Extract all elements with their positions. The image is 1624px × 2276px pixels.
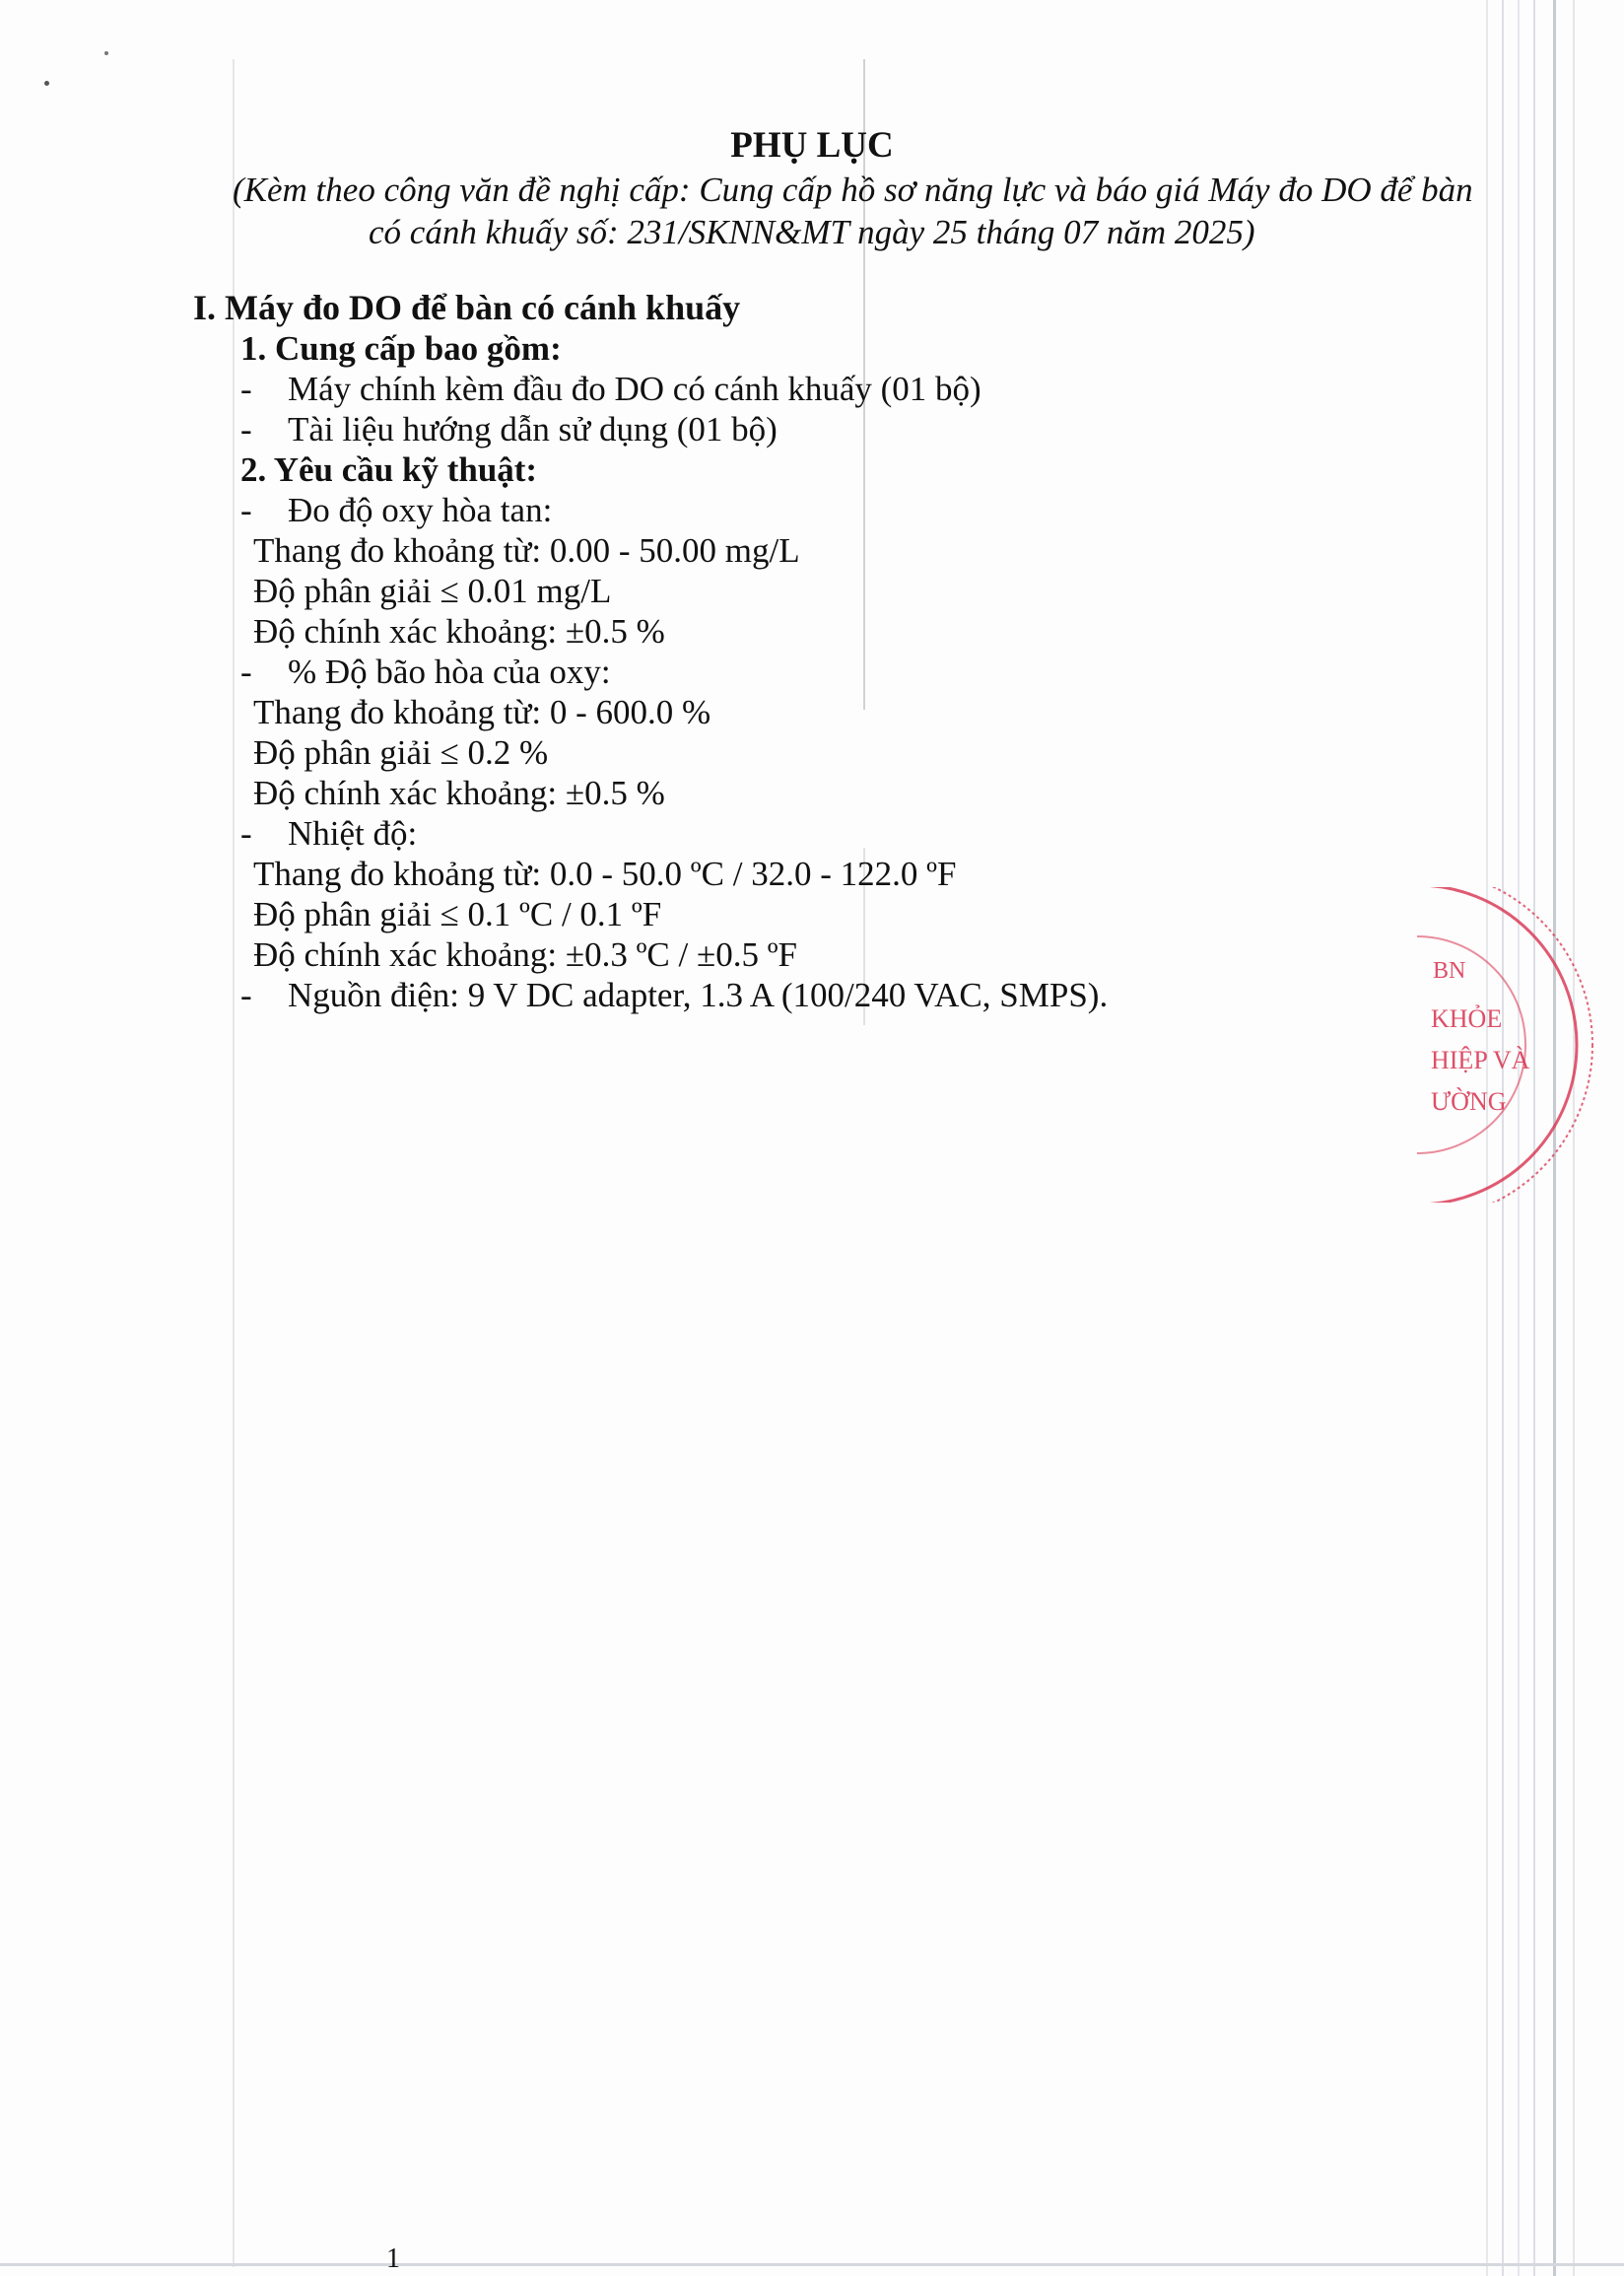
spec-line: Độ phân giải ≤ 0.1 ºC / 0.1 ºF <box>253 895 662 933</box>
scan-speck-2 <box>104 51 108 55</box>
spec-group-label: Nguồn điện: 9 V DC adapter, 1.3 A (100/240 VAC, SMPS). <box>288 976 1109 1014</box>
subtitle-line-2: có cánh khuấy số: 231/SKNN&MT ngày 25 tháng 07 năm 2025) <box>369 213 1255 251</box>
spec-group-label: Nhiệt độ: <box>288 814 418 853</box>
scan-speck-1 <box>44 81 49 86</box>
scan-line-left <box>233 59 235 2267</box>
subsection-1-heading: 1. Cung cấp bao gồm: <box>240 329 562 368</box>
spec-line: Thang đo khoảng từ: 0 - 600.0 % <box>253 693 711 731</box>
spec-line: Thang đo khoảng từ: 0.00 - 50.00 mg/L <box>253 531 800 570</box>
scan-line-bottom <box>0 2263 1624 2266</box>
spec-group-dash: - <box>240 814 252 853</box>
seal-text-4: ƯỜNG <box>1431 1087 1507 1116</box>
subtitle-line-1: (Kèm theo công văn đề nghị cấp: Cung cấp hồ sơ năng lực và báo giá Máy đo DO để bàn <box>233 171 1473 209</box>
page-title: PHỤ LỤC <box>730 125 894 166</box>
list-item-dash: - <box>240 410 252 448</box>
seal-rings <box>1417 887 1592 1203</box>
seal-text-2: KHỎE <box>1431 1004 1503 1033</box>
spec-group-label: % Độ bão hòa của oxy: <box>288 653 611 691</box>
list-item: Máy chính kèm đầu đo DO có cánh khuấy (01 bộ) <box>288 370 981 408</box>
red-seal-stamp <box>1417 887 1614 1203</box>
spec-line: Độ chính xác khoảng: ±0.5 % <box>253 774 665 812</box>
page-number: 1 <box>386 2243 400 2274</box>
spec-line: Độ phân giải ≤ 0.01 mg/L <box>253 572 612 610</box>
spec-line: Độ chính xác khoảng: ±0.5 % <box>253 612 665 651</box>
list-item-dash: - <box>240 370 252 408</box>
list-item: Tài liệu hướng dẫn sử dụng (01 bộ) <box>288 410 778 448</box>
seal-text-1: BN <box>1433 958 1466 984</box>
spec-group-dash: - <box>240 976 252 1014</box>
seal-outer-ring <box>1417 887 1592 1203</box>
spec-line: Độ phân giải ≤ 0.2 % <box>253 733 549 772</box>
spec-line: Độ chính xác khoảng: ±0.3 ºC / ±0.5 ºF <box>253 935 798 974</box>
spec-group-dash: - <box>240 491 252 529</box>
spec-group-dash: - <box>240 653 252 691</box>
section-heading: I. Máy đo DO để bàn có cánh khuấy <box>193 288 741 327</box>
spec-group-label: Đo độ oxy hòa tan: <box>288 491 553 529</box>
seal-text-3: HIỆP VÀ <box>1431 1046 1530 1074</box>
spec-line: Thang đo khoảng từ: 0.0 - 50.0 ºC / 32.0 - 122.0 ºF <box>253 855 957 893</box>
subsection-2-heading: 2. Yêu cầu kỹ thuật: <box>240 450 538 489</box>
